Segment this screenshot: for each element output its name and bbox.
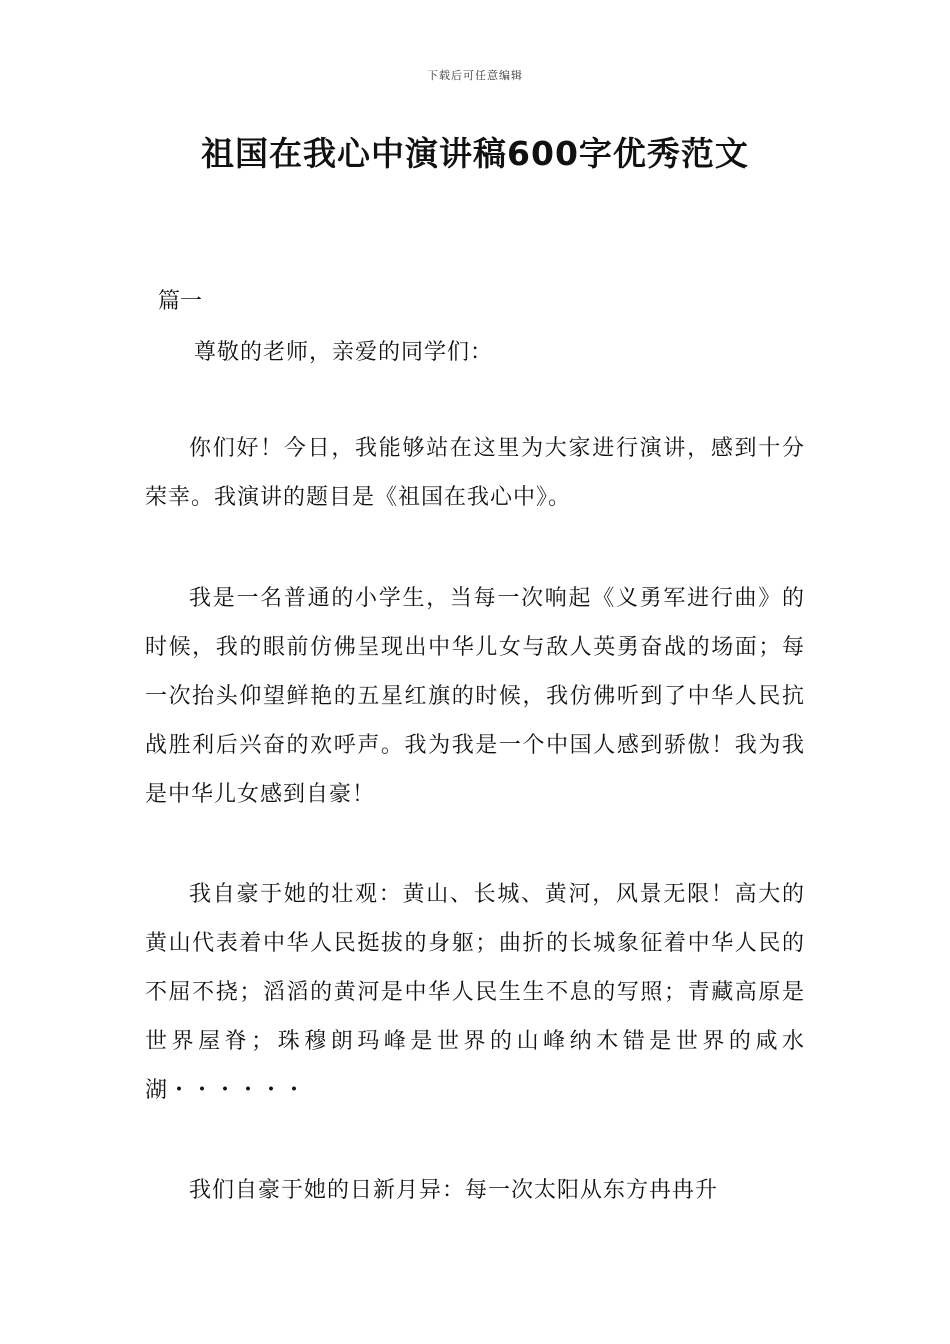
section-label: 篇一 (158, 289, 203, 314)
document-title: 祖国在我心中演讲稿600字优秀范文 (201, 134, 749, 173)
paragraph-1: 你们好！今日，我能够站在这里为大家进行演讲，感到十分荣幸。我演讲的题目是《祖国在我心中》。 (145, 436, 805, 510)
paragraph-4: 我们自豪于她的日新月异：每一次太阳从东方冉冉升 (189, 1178, 719, 1203)
paragraph-2: 我是一名普通的小学生，当每一次响起《义勇军进行曲》的时候，我的眼前仿佛呈现出中华儿女与敌人英勇奋战的场面；每一次抬头仰望鲜艳的五星红旗的时候，我仿佛听到了中华人民抗战胜利后兴奋的欢呼声。我为我是一个中国人感到骄傲！我为我是中华儿女感到自豪！ (145, 586, 805, 807)
header-note: 下载后可任意编辑 (427, 69, 523, 82)
salutation: 尊敬的老师，亲爱的同学们： (194, 340, 494, 365)
paragraph-3: 我自豪于她的壮观：黄山、长城、黄河，风景无限！高大的黄山代表着中华人民挺拔的身躯；曲折的长城象征着中华人民的不屈不挠；滔滔的黄河是中华人民生生不息的写照；青藏高原是世界屋脊；珠穆朗玛峰是世界的山峰纳木错是世界的咸水湖・・・・・・ (145, 882, 805, 1103)
